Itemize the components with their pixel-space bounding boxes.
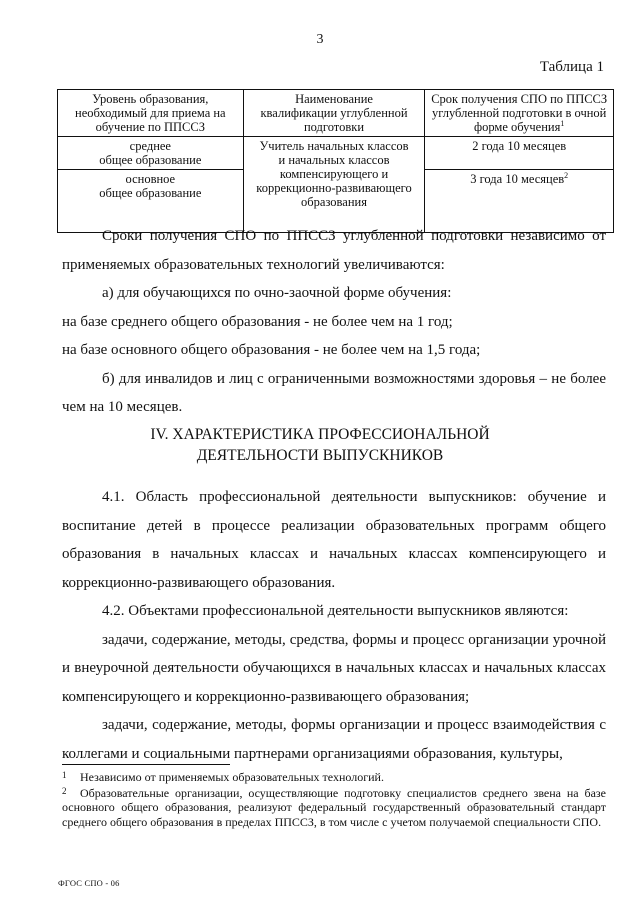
table-caption: Таблица 1: [539, 59, 604, 75]
header-qualification: Наименование квалификации углубленной подготовки: [243, 90, 425, 137]
header-footnote-mark: 1: [560, 118, 565, 128]
row-education-level: основное общее образование: [58, 170, 244, 233]
paragraph: 4.1. Область профессиональной деятельности выпускников: обучение и воспитание детей в процессе реализации образовательных программ общего образования в начальных классах и начальных классах компенсирующего и коррекционно-развивающего образования.: [62, 489, 606, 591]
section-body: [62, 483, 606, 768]
footnote-text: Образовательные организации, осуществляющие подготовку специалистов среднего звена на базе основного общего образования, реализуют федеральный государственный образовательный стандарт среднего общего образования в пределах ППССЗ, в том числе с учетом получаемой специальности СПО.: [62, 785, 606, 829]
footnote-text: Независимо от применяемых образовательных технологий.: [80, 770, 384, 784]
paragraph: на базе среднего общего образования - не более чем на 1 год;: [62, 313, 453, 330]
paragraph: задачи, содержание, методы, формы организации и процесс взаимодействия с коллегами и социальными партнерами организациями образования, культуры,: [62, 717, 606, 762]
footer-code: ФГОС СПО - 06: [58, 878, 120, 888]
table-header-row: [58, 90, 614, 137]
paragraph: Сроки получения СПО по ППССЗ углубленной подготовки независимо от применяемых образовательных технологий увеличиваются:: [62, 228, 606, 273]
paragraph: б) для инвалидов и лиц с ограниченными возможностями здоровья – не более чем на 10 месяцев.: [62, 370, 606, 415]
footnote-mark: 2: [62, 785, 67, 796]
section-heading: IV. ХАРАКТЕРИСТИКА ПРОФЕССИОНАЛЬНОЙ ДЕЯТЕЛЬНОСТИ ВЫПУСКНИКОВ: [150, 426, 490, 464]
education-duration-table: [57, 89, 614, 233]
table-row: [58, 137, 614, 170]
footnote-mark: 1: [62, 770, 67, 780]
paragraph: на базе основного общего образования - не более чем на 1,5 года;: [62, 342, 481, 358]
header-education-level: Уровень образования, необходимый для приема на обучение по ППССЗ: [58, 90, 244, 137]
paragraph: 4.2. Объектами профессиональной деятельности выпускников являются:: [102, 603, 569, 619]
header-duration: [425, 90, 614, 137]
qualification-cell: Учитель начальных классов и начальных классов компенсирующего и коррекционно-развивающего образования: [243, 137, 425, 233]
duration-notes: [62, 222, 606, 422]
page-number: 3: [316, 32, 324, 47]
paragraph: а) для обучающихся по очно-заочной форме обучения:: [102, 285, 452, 301]
row-education-level: среднее общее образование: [58, 137, 244, 170]
row-duration-text: 2 года 10 месяцев: [472, 139, 567, 153]
footnote: [62, 770, 606, 785]
row-duration: [425, 137, 614, 170]
paragraph: задачи, содержание, методы, средства, формы и процесс организации урочной и внеурочной деятельности обучающихся в начальных классах и начальных классах компенсирующего и коррекционно-развивающего образования;: [62, 631, 606, 705]
row-duration-text: 3 года 10 месяцев: [470, 172, 565, 186]
footnote-divider: [62, 764, 230, 765]
footnote: [62, 786, 606, 830]
row-footnote-mark: 2: [564, 170, 569, 180]
footnotes: [62, 770, 606, 830]
header-duration-text: Срок получения СПО по ППССЗ углубленной подготовки в очной форме обучения: [431, 92, 608, 134]
